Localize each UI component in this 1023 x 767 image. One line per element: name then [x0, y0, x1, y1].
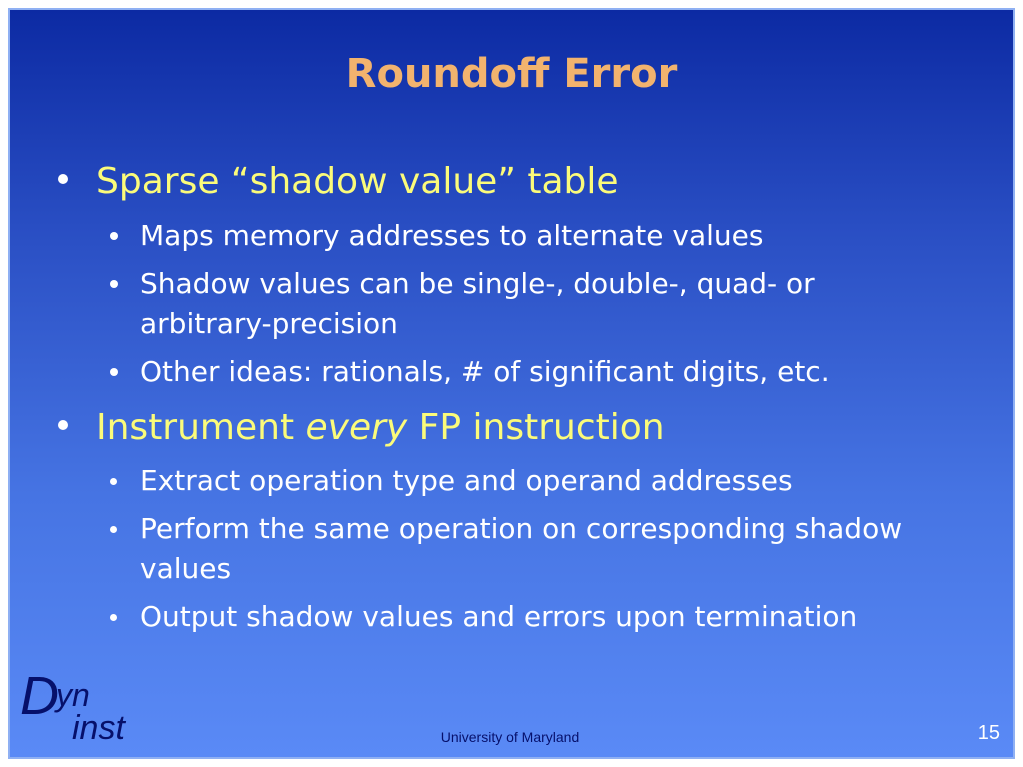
dyninst-logo	[20, 668, 140, 748]
logo-letters-yn: yn	[56, 677, 90, 713]
bullet-dot-icon	[58, 420, 68, 430]
bullet-dot-icon	[110, 614, 117, 621]
bullet-text: Other ideas: rationals, # of significant digits, etc.	[140, 355, 830, 388]
bullet-dot-icon	[110, 368, 118, 376]
bullet-dot-icon	[110, 280, 118, 288]
bullet-text-start: Instrument	[96, 407, 306, 448]
bullet-dot-icon	[110, 232, 118, 240]
bullet-level2-item	[140, 264, 930, 344]
bullet-text: Extract operation type and operand addresses	[140, 464, 793, 497]
bullet-level2-item	[140, 509, 930, 589]
bullet-text: Sparse “shadow value” table	[96, 161, 619, 202]
bullet-level2-item	[140, 352, 930, 392]
bullet-dot-icon	[110, 526, 117, 533]
bullet-text: Shadow values can be single-, double-, quad- or arbitrary-precision	[140, 267, 815, 340]
page-number: 15	[977, 722, 1000, 744]
logo-letters-inst: inst	[72, 709, 125, 747]
bullet-level1-item	[96, 160, 956, 204]
footer-institution: University of Maryland	[440, 729, 580, 745]
slide-title: Roundoff Error	[345, 51, 678, 97]
logo-letter-d: D	[20, 666, 59, 726]
bullet-text: Output shadow values and errors upon termination	[140, 600, 858, 633]
bullet-text: Maps memory addresses to alternate values	[140, 219, 764, 252]
bullet-text-emphasis: every	[305, 407, 408, 448]
bullet-level2-item	[140, 597, 930, 637]
bullet-text-end: FP instruction	[407, 407, 665, 448]
bullet-dot-icon	[58, 174, 68, 184]
bullet-level2-item	[140, 216, 930, 256]
bullet-dot-icon	[110, 478, 117, 485]
bullet-level2-item	[140, 461, 930, 501]
bullet-level1-item	[96, 406, 956, 450]
bullet-text: Perform the same operation on corresponding shadow values	[140, 512, 903, 585]
